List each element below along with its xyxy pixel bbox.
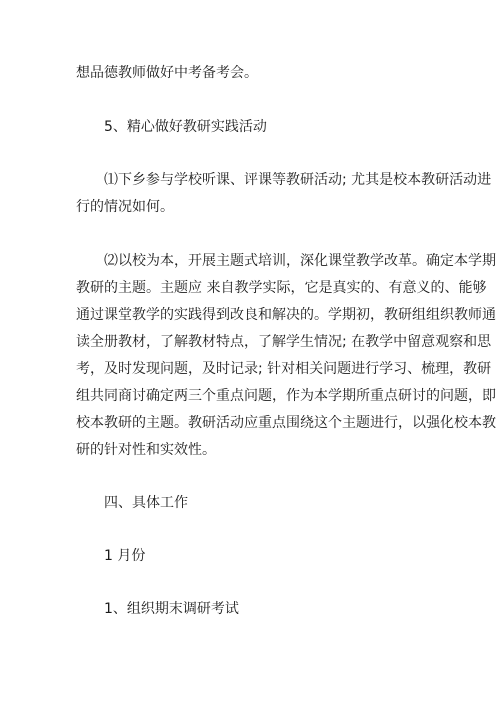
section-heading-5: 5、精心做好教研实践活动 bbox=[104, 119, 267, 135]
text-line: 教研的主题。主题应 来自教学实际，它是真实的、有意义的、能够 bbox=[76, 280, 487, 296]
paragraph-item-1 bbox=[76, 167, 492, 221]
paragraph-continuation: 想品德教师做好中考备考会。 bbox=[76, 65, 258, 81]
text-line: 校本教研的主题。教研活动应重点围绕这个主题进行，以强化校本教 bbox=[76, 415, 496, 431]
month-heading: 1 月份 bbox=[104, 548, 146, 564]
text-line: ⑴下乡参与学校听课、评课等教研活动; 尤其是校本教研活动进 bbox=[104, 172, 492, 188]
text-line: 读全册教材，了解教材特点，了解学生情况; 在教学中留意观察和思 bbox=[76, 334, 492, 350]
text-line: 组共同商讨确定两三个重点问题，作为本学期所重点研讨的问题，即 bbox=[76, 388, 496, 404]
text-line: 通过课堂教学的实践得到改良和解决的。学期初，教研组组织教师通 bbox=[76, 307, 496, 323]
text-line: 研的针对性和实效性。 bbox=[76, 442, 216, 458]
section-heading-4: 四、具体工作 bbox=[104, 495, 188, 511]
text-line: ⑵以校为本，开展主题式培训，深化课堂教学改革。确定本学期 bbox=[104, 253, 496, 269]
text-line: 行的情况如何。 bbox=[76, 199, 174, 215]
paragraph-item-2 bbox=[76, 248, 496, 464]
task-heading-1: 1、组织期末调研考试 bbox=[104, 601, 239, 617]
text-line: 考，及时发现问题，及时记录; 针对相关问题进行学习、梳理，教研 bbox=[76, 361, 492, 377]
